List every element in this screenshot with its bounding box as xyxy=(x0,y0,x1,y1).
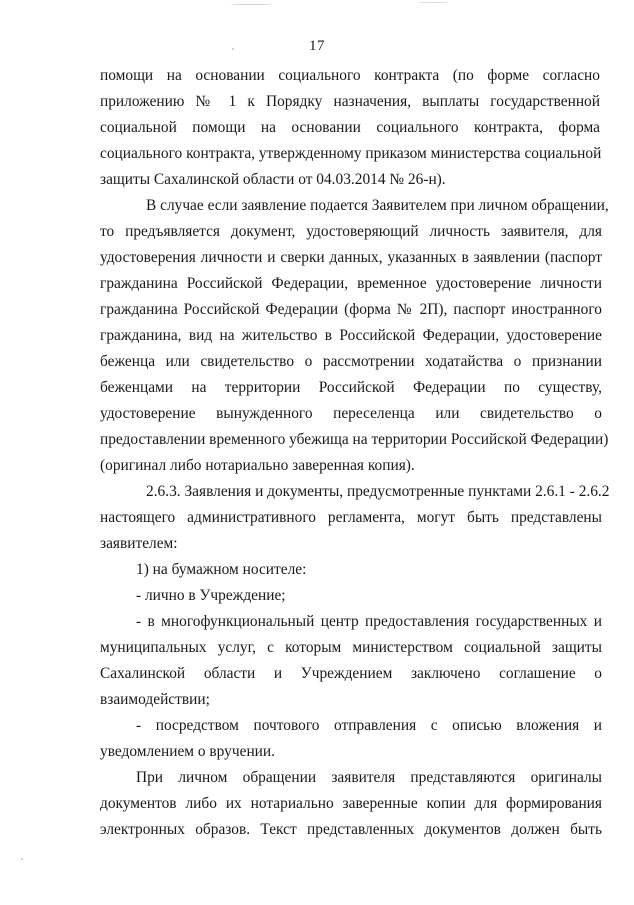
text-line: удостоверение вынужденного переселенца или свидетельство о xyxy=(100,405,602,422)
scan-speck xyxy=(418,2,448,3)
text-line: В случае если заявление подается Заявителем при личном обращении, xyxy=(146,197,609,214)
text-line: заявителем: xyxy=(100,535,178,552)
text-line: - посредством почтового отправления с описью вложения и xyxy=(136,717,602,734)
text-line: социальной помощи на основании социального контракта, форма xyxy=(100,119,600,136)
text-line: предоставлении временного убежища на территории Российской Федерации) xyxy=(100,431,609,448)
text-line: 2.6.3. Заявления и документы, предусмотренные пунктами 2.6.1 - 2.6.2 xyxy=(146,483,610,500)
text-line: взаимодействии; xyxy=(100,691,210,708)
scan-speck xyxy=(21,858,23,860)
text-line: электронных образов. Текст представленных документов должен быть xyxy=(100,821,602,838)
text-line: приложению № 1 к Порядку назначения, выплаты государственной xyxy=(100,93,600,110)
text-line: документов либо их нотариально заверенные копии для формирования xyxy=(100,795,602,812)
text-line: удостоверения личности и сверки данных, указанных в заявлении (паспорт xyxy=(100,249,602,266)
text-line: - в многофункциональный центр предоставления государственных и xyxy=(136,613,602,630)
text-line: социального контракта, утвержденному приказом министерства социальной xyxy=(100,145,602,162)
text-line: беженца или свидетельство о рассмотрении ходатайства о признании xyxy=(100,353,602,370)
text-line: настоящего административного регламента, могут быть представлены xyxy=(100,509,602,526)
text-line: уведомлением о вручении. xyxy=(100,743,276,760)
page-number: 17 xyxy=(309,38,325,54)
scan-speck xyxy=(231,4,271,5)
text-line: При личном обращении заявителя представляются оригиналы xyxy=(136,769,602,786)
text-line: - лично в Учреждение; xyxy=(136,587,286,604)
text-line: (оригинал либо нотариально заверенная копия). xyxy=(100,457,415,474)
text-line: муниципальных услуг, с которым министерством социальной защиты xyxy=(100,639,602,656)
text-line: то предъявляется документ, удостоверяющий личность заявителя, для xyxy=(100,223,602,240)
text-line: Сахалинской области и Учреждением заключено соглашение о xyxy=(100,665,602,682)
text-line: помощи на основании социального контракта (по форме согласно xyxy=(100,67,600,84)
text-line: защиты Сахалинской области от 04.03.2014 № 26-н). xyxy=(100,171,446,188)
text-line: 1) на бумажном носителе: xyxy=(136,561,307,578)
text-line: беженцами на территории Российской Федерации по существу, xyxy=(100,379,602,396)
scan-speck xyxy=(232,48,234,50)
text-line: гражданина Российской Федерации, временное удостоверение личности xyxy=(100,275,602,292)
text-line: гражданина, вид на жительство в Российской Федерации, удостоверение xyxy=(100,327,602,344)
text-line: гражданина Российской Федерации (форма № 2П), паспорт иностранного xyxy=(100,301,602,318)
